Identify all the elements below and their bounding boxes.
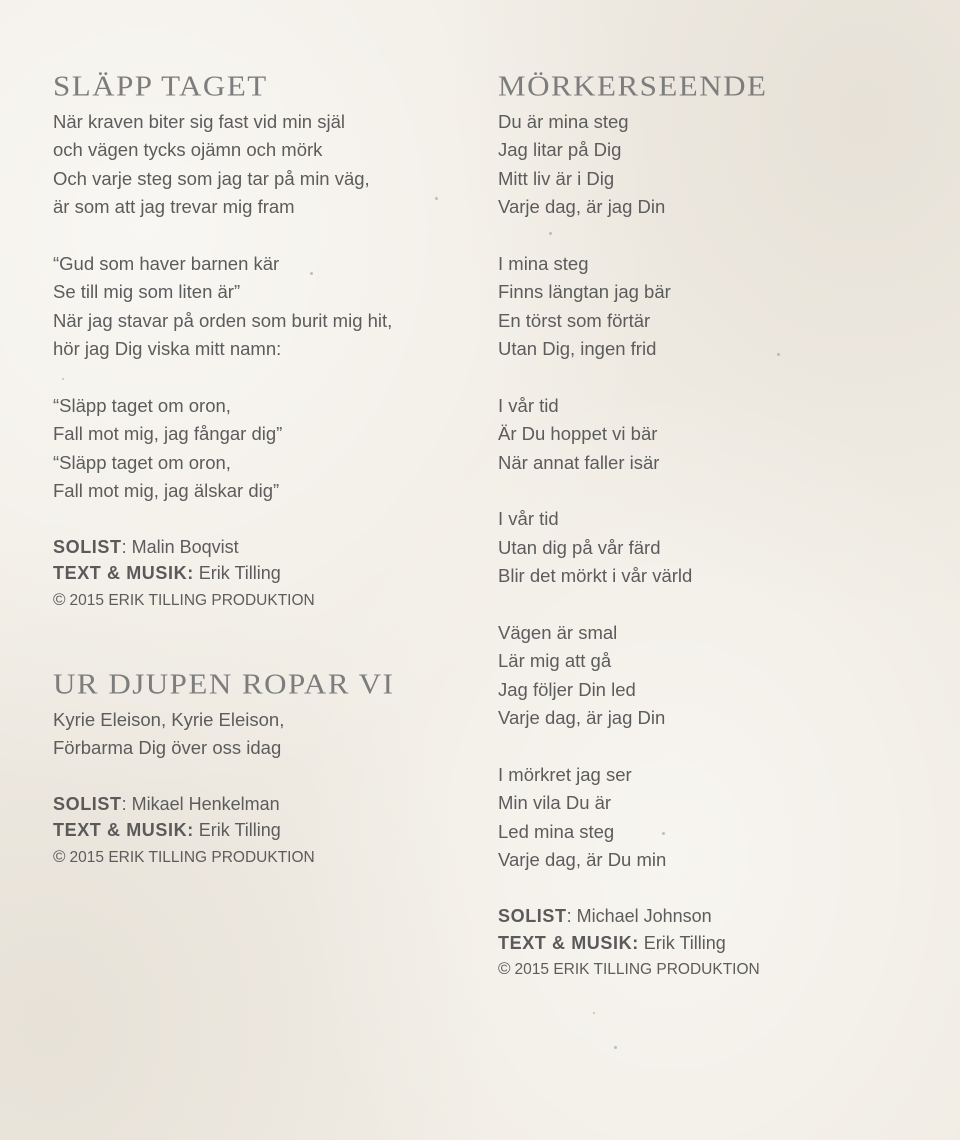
- writer-credit: [498, 930, 918, 957]
- lyric-line: Vägen är smal: [498, 622, 618, 644]
- lyric-line: Min vila Du är: [498, 792, 612, 814]
- lyric-line: Utan dig på vår färd: [498, 536, 661, 558]
- song-ur-djupen-ropar-vi: [53, 666, 453, 871]
- lyric-line: “Gud som haver barnen kär: [53, 252, 280, 274]
- lyric-line: Led mina steg: [498, 820, 615, 842]
- lyric-line: är som att jag trevar mig fram: [53, 196, 295, 218]
- copyright-icon: ©: [53, 590, 66, 610]
- stanza: [53, 108, 453, 222]
- lyric-line: Mitt liv är i Dig: [498, 167, 615, 189]
- song-title: SLÄPP TAGET: [53, 69, 268, 103]
- lyric-line: Och varje steg som jag tar på min väg,: [53, 167, 370, 189]
- stanza: [53, 250, 453, 364]
- copyright-text: 2015 ERIK TILLING PRODUKTION: [514, 961, 760, 979]
- copyright-text: 2015 ERIK TILLING PRODUKTION: [69, 849, 315, 866]
- lyric-line: I vår tid: [498, 394, 559, 416]
- left-column: [53, 68, 453, 871]
- paper-speck: [435, 197, 438, 200]
- lyric-line: “Släpp taget om oron,: [53, 394, 231, 416]
- lyric-line: Kyrie Eleison, Kyrie Eleison,: [53, 708, 285, 730]
- song-credits: [498, 903, 918, 983]
- lyric-line: Lär mig att gå: [498, 650, 612, 672]
- copyright-notice: [53, 844, 453, 871]
- soloist-credit: [53, 791, 453, 818]
- copyright-notice: [53, 587, 453, 614]
- soloist-label: SOLIST: [498, 905, 567, 926]
- stanza: [498, 250, 918, 364]
- paper-speck: [777, 353, 780, 356]
- writer-label: TEXT & MUSIK:: [498, 932, 639, 953]
- lyric-line: En törst som förtär: [498, 309, 651, 331]
- writer-credit: [53, 560, 453, 587]
- song-slapp-taget: [53, 68, 453, 614]
- lyric-line: När annat faller isär: [498, 451, 660, 473]
- paper-speck: [614, 1046, 617, 1049]
- lyric-line: När jag stavar på orden som burit mig hit,: [53, 309, 393, 331]
- lyric-line: Jag följer Din led: [498, 678, 636, 700]
- writer-name: Erik Tilling: [193, 563, 281, 584]
- lyric-line: Blir det mörkt i vår värld: [498, 565, 693, 587]
- stanza: [498, 392, 918, 477]
- soloist-label: SOLIST: [53, 793, 122, 814]
- soloist-credit: [498, 903, 918, 930]
- writer-name: Erik Tilling: [193, 820, 281, 841]
- paper-speck: [62, 378, 64, 380]
- copyright-notice: [498, 956, 918, 983]
- stanza: [53, 706, 453, 763]
- lyric-line: I vår tid: [498, 508, 559, 530]
- lyric-line: Förbarma Dig över oss idag: [53, 737, 282, 759]
- stanza: [498, 108, 918, 222]
- writer-name: Erik Tilling: [638, 932, 726, 953]
- lyric-line: “Släpp taget om oron,: [53, 451, 231, 473]
- writer-credit: [53, 817, 453, 844]
- song-morkerseende: [498, 68, 918, 983]
- lyric-line: Utan Dig, ingen frid: [498, 338, 657, 360]
- soloist-name: : Mikael Henkelman: [121, 793, 280, 814]
- lyric-line: Du är mina steg: [498, 111, 629, 132]
- lyric-line: Fall mot mig, jag fångar dig”: [53, 423, 283, 445]
- lyric-line: Varje dag, är jag Din: [498, 707, 666, 729]
- soloist-name: : Michael Johnson: [566, 905, 712, 926]
- lyric-line: Jag litar på Dig: [498, 139, 622, 161]
- song-title: UR DJUPEN ROPAR VI: [53, 667, 395, 700]
- stanza: [498, 619, 918, 733]
- writer-label: TEXT & MUSIK:: [53, 820, 194, 841]
- lyric-line: Se till mig som liten är”: [53, 281, 241, 303]
- song-title: MÖRKERSEENDE: [498, 69, 768, 103]
- lyric-line: När kraven biter sig fast vid min själ: [53, 111, 345, 132]
- paper-speck: [593, 1012, 595, 1014]
- soloist-name: : Malin Boqvist: [121, 536, 239, 557]
- lyric-line: I mina steg: [498, 252, 589, 274]
- lyric-line: I mörkret jag ser: [498, 763, 632, 785]
- stanza: [53, 392, 453, 506]
- right-column: [498, 68, 918, 983]
- paper-speck: [310, 272, 313, 275]
- lyric-line: Finns längtan jag bär: [498, 281, 671, 303]
- song-credits: [53, 791, 453, 871]
- stanza: [498, 761, 918, 875]
- song-credits: [53, 534, 453, 614]
- soloist-label: SOLIST: [53, 536, 122, 557]
- writer-label: TEXT & MUSIK:: [53, 563, 194, 584]
- lyric-line: och vägen tycks ojämn och mörk: [53, 139, 323, 161]
- lyric-line: Varje dag, är Du min: [498, 849, 667, 871]
- copyright-icon: ©: [53, 847, 66, 866]
- copyright-text: 2015 ERIK TILLING PRODUKTION: [69, 592, 315, 610]
- paper-speck: [549, 232, 552, 235]
- stanza: [498, 505, 918, 590]
- copyright-icon: ©: [498, 959, 511, 979]
- lyric-line: Fall mot mig, jag älskar dig”: [53, 480, 280, 502]
- lyric-line: hör jag Dig viska mitt namn:: [53, 338, 282, 360]
- soloist-credit: [53, 534, 453, 561]
- paper-speck: [662, 832, 665, 835]
- lyric-line: Varje dag, är jag Din: [498, 196, 666, 218]
- lyric-line: Är Du hoppet vi bär: [498, 423, 658, 445]
